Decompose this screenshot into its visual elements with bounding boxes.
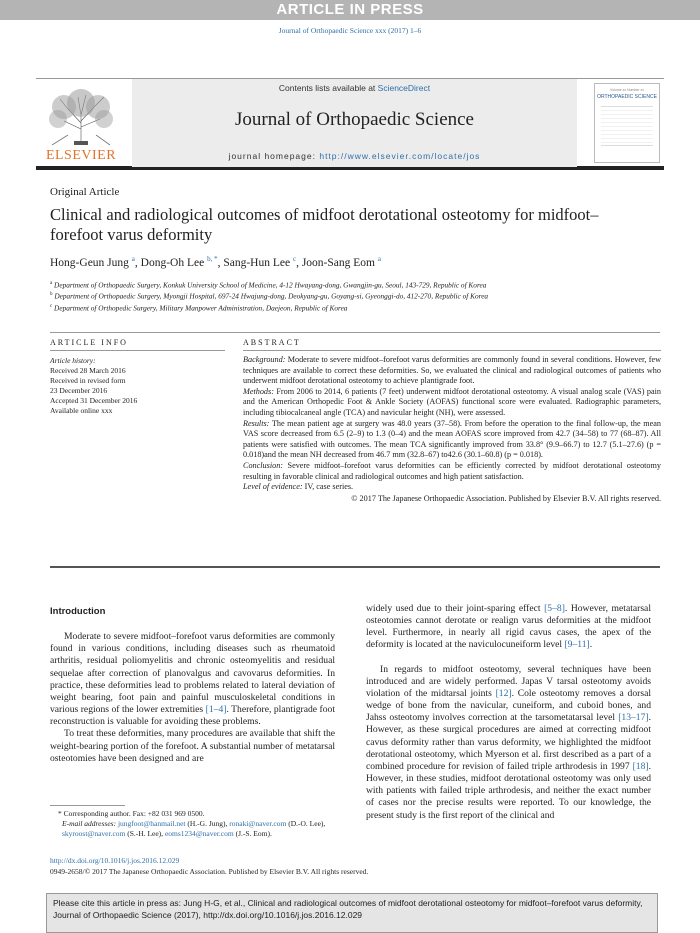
history-label: Article history:: [50, 356, 96, 365]
body-text: . However, metatarsal osteotomies cannot derotate or realign varus deformities at the midfoot level. Furthermore, in nearly all rigid cavus cases, the apex of the deformity is located at the naviculocuneiform level: [366, 603, 651, 651]
body-text: In regards to midfoot osteotomy, several techniques have been introduced and are widely performed. Japas V tarsal osteotomy avoids violation of the midtarsal joints: [366, 663, 651, 699]
homepage-prefix: journal homepage:: [228, 151, 320, 161]
sciencedirect-link[interactable]: ScienceDirect: [377, 83, 431, 93]
abstract-heading: ABSTRACT: [243, 338, 301, 347]
abstract-background: [243, 355, 661, 387]
email-label: E-mail addresses:: [62, 819, 117, 828]
body-right-column: [366, 603, 651, 822]
abstract-text: From 2006 to 2014, 6 patients (7 feet) underwent midfoot derotational osteotomy. A visual analog scale (VAS) pain and the American Orthopedic Foot & Ankle Society (AOFAS) functional score were evaluated. Radiographic parameters, including tibiocalcaneal angle (TCA) and navicular height (NH), were assessed.: [243, 386, 661, 417]
divider: [243, 350, 661, 351]
footnote-divider: [50, 805, 125, 806]
author-list: [50, 255, 381, 269]
abstract-copyright: © 2017 The Japanese Orthopaedic Association. Published by Elsevier B.V. All rights reserved.: [351, 493, 661, 503]
article-history: [50, 356, 225, 416]
issn-line: 0949-2658/© 2017 The Japanese Orthopaedic Association. Published by Elsevier B.V. All rights reserved.: [50, 867, 369, 876]
divider: [50, 332, 660, 333]
doi-link[interactable]: http://dx.doi.org/10.1016/j.jos.2016.12.029: [50, 856, 180, 865]
body-paragraph: [50, 631, 335, 728]
divider: [50, 566, 660, 568]
reference-link[interactable]: [9–11]: [564, 639, 590, 651]
author-name: Sang-Hun Lee: [223, 256, 291, 269]
journal-cover-thumbnail[interactable]: [594, 83, 660, 163]
article-title: Clinical and radiological outcomes of midfoot derotational osteotomy for midfoot–forefoot varus deformity: [50, 205, 599, 244]
body-text: Moderate to severe midfoot–forefoot varus deformities are commonly found in various conditions, including diseases such as rheumatoid arthritis, residual poliomyelitis and chronic osteomyelitis and residual sequelae after correction of planovalgus and cavovarus deformities. In practice, these deformities lead to problems related to lateral deviation of weight bearing, foot pain and painful musculoskeletal conditions in various regions of the lower extremities: [50, 631, 335, 716]
body-text: .: [589, 639, 593, 651]
email-link[interactable]: skyroost@naver.com: [62, 829, 126, 838]
journal-masthead: [36, 78, 664, 170]
affiliation-marker: c: [50, 303, 53, 309]
journal-homepage-line: [132, 151, 577, 161]
cover-volume: Volume xx Number xx: [609, 88, 645, 92]
affiliation-item: [50, 279, 660, 290]
affiliation-marker: b: [50, 292, 53, 298]
abstract-text: IV, case series.: [302, 482, 354, 492]
affiliation-text: Department of Orthopaedic Surgery, Myongji Hospital, 697-24 Hwajung-dong, Deokyang-gu, Goyang-si, Gyeonggi-do, 412-270, Republic of Korea: [52, 291, 489, 301]
history-line: Received 28 March 2016: [50, 366, 126, 375]
journal-header-band: [132, 79, 577, 167]
abstract-results: [243, 419, 661, 461]
body-text: . Cole osteotomy removes a dorsal wedge of bone from the navicular, cuneiform, and cuboid bones, and Jahss osteotomy involves correction at the tarsometatarsal level: [366, 687, 651, 724]
abstract-body: [243, 355, 661, 504]
corresponding-author: * Corresponding author. Fax: +82 031 969 0500.: [58, 809, 205, 818]
body-text: . However, in these studies, midfoot derotational osteotomy was only used with patients with failed triple arthrodesis, and neither the exact number of cases nor the precise results were reported. To our knowledge, the present study is the first report of the clinical and: [366, 760, 651, 821]
article-info-heading: ARTICLE INFO: [50, 338, 128, 347]
reference-link[interactable]: [5–8]: [544, 603, 565, 614]
abstract-methods: [243, 387, 661, 419]
body-text: . Therefore, plantigrade foot reconstruction is valuable for avoiding these problems.: [50, 704, 335, 728]
email-owner: (D.-O. Lee),: [286, 819, 326, 828]
history-line: Accepted 31 December 2016: [50, 396, 138, 405]
email-owner: (H.-G. Jung),: [185, 819, 230, 828]
body-paragraph: [366, 603, 651, 652]
email-link[interactable]: eoms1234@naver.com: [164, 829, 234, 838]
reference-link[interactable]: [12]: [495, 687, 512, 699]
abstract-text: Moderate to severe midfoot–forefoot varus deformities are commonly found in several conditions. However, few techniques are available to correct these deformities. So, we evaluated the clinical and radiological outcomes of patients who underwent midfoot derotational osteotomy to achieve plantigrade foot.: [243, 355, 661, 386]
footnote: [50, 809, 335, 839]
history-line: Available online xxx: [50, 406, 113, 415]
email-link[interactable]: ronaki@naver.com: [229, 819, 287, 828]
abstract-conclusion: [243, 461, 661, 482]
affiliation-text: Department of Orthopaedic Surgery, Konkuk University School of Medicine, 4-12 Hwayang-dong, Gwangjin-gu, Seoul, 143-729, Republic of Korea: [52, 280, 487, 290]
publisher-name: ELSEVIER: [45, 148, 117, 163]
email-addresses: [50, 819, 335, 839]
author-affiliation-marker[interactable]: a: [131, 255, 135, 263]
homepage-link[interactable]: http://www.elsevier.com/locate/jos: [319, 151, 481, 161]
history-line: Received in revised form: [50, 376, 126, 385]
reference-link[interactable]: [18]: [632, 760, 649, 772]
author-name: Hong-Geun Jung: [50, 256, 129, 269]
author-affiliation-marker[interactable]: b, *: [207, 255, 218, 263]
abstract-text: The mean patient age at surgery was 48.0 years (37–58). From before the operation to the final follow-up, the mean VAS score decreased from 6.5 (2–9) to 1.3 (0–4) and the mean AOFAS score improved from 42.7 (34–58) to 77 (68–87). All patients were satisfied with outcomes. The mean TCA significantly improved from 33.8° (9.9–66.7) to 12.7 (5.1–27.6) (p = 0.018)and the mean NH decreased from 46.7 mm (32.8–67) to42.6 (30.1–60.8) (p = 0.018).: [243, 418, 661, 460]
article-in-press-banner: ARTICLE IN PRESS: [0, 0, 700, 20]
article-type: Original Article: [50, 186, 120, 198]
affiliations: [50, 279, 660, 313]
abstract-label: Methods:: [243, 386, 274, 396]
author-separator: ,: [134, 256, 141, 269]
introduction-heading: Introduction: [50, 606, 106, 617]
cover-journal-name: ORTHOPAEDIC SCIENCE: [597, 94, 657, 100]
abstract-label: Background:: [243, 355, 286, 364]
email-owner: (S.-H. Lee),: [125, 829, 165, 838]
reference-link[interactable]: [1–4]: [205, 704, 227, 716]
body-text: . However, as these surgical procedures are aimed at correcting midfoot cavus deformity rather than varus deformity, we highlighted the midfoot derotational osteotomy, which Myerson et al. first described as a part of a combined procedure for revision of failed triple arthrodesis in 1997: [366, 712, 651, 772]
journal-title: Journal of Orthopaedic Science: [235, 109, 474, 130]
divider: [50, 350, 225, 351]
body-left-column: [50, 606, 335, 765]
affiliation-text: Department of Orthopedic Surgery, Military Manpower Administration, Daejeon, Republic of Korea: [52, 303, 348, 313]
reference-link[interactable]: [13–17]: [618, 712, 649, 724]
author-name: Joon-Sang Eom: [301, 256, 375, 269]
author-separator: ,: [296, 256, 302, 269]
abstract-label: Level of evidence:: [243, 482, 303, 492]
affiliation-item: [50, 302, 660, 313]
author-affiliation-marker[interactable]: c: [292, 255, 297, 263]
email-owner: (J.-S. Eom).: [233, 829, 272, 838]
body-paragraph: To treat these deformities, many procedures are available that shift the weight-bearing portion of the forefoot. A substantial number of metatarsal osteotomies have been designed and are: [50, 728, 335, 764]
affiliation-item: [50, 290, 660, 301]
abstract-label: Results:: [243, 418, 270, 428]
body-text: widely used due to their joint-sparing effect: [366, 603, 545, 614]
body-paragraph: [366, 664, 651, 822]
contents-line: [132, 83, 577, 93]
contents-prefix: Contents lists available at: [278, 83, 378, 93]
abstract-label: Conclusion:: [243, 460, 284, 470]
tree-icon: [38, 85, 124, 149]
history-line: 23 December 2016: [50, 386, 108, 395]
author-affiliation-marker[interactable]: a: [377, 255, 381, 263]
journal-citation-line[interactable]: Journal of Orthopaedic Science xxx (2017) 1–6: [278, 26, 422, 35]
email-link[interactable]: jungfoot@hanmail.net: [117, 819, 186, 828]
abstract-text: Severe midfoot–forefoot varus deformities can be efficiently corrected by midfoot derotational osteotomy resulting in favorable clinical and radiological outcomes and high patient satisfaction.: [243, 460, 661, 481]
author-name: Dong-Oh Lee: [140, 256, 205, 269]
affiliation-marker: a: [50, 281, 53, 286]
abstract-evidence: [243, 482, 661, 493]
author-separator: ,: [217, 256, 224, 269]
cite-this-article-box: Please cite this article in press as: Jung H-G, et al., Clinical and radiological outcomes of midfoot derotational osteotomy for midfoot–forefoot varus deformity, Journal of Orthopaedic Science (2017), http://dx.doi.org/10.1016/j.jos.2016.12.029: [46, 893, 658, 933]
cover-graphic: [601, 106, 653, 146]
